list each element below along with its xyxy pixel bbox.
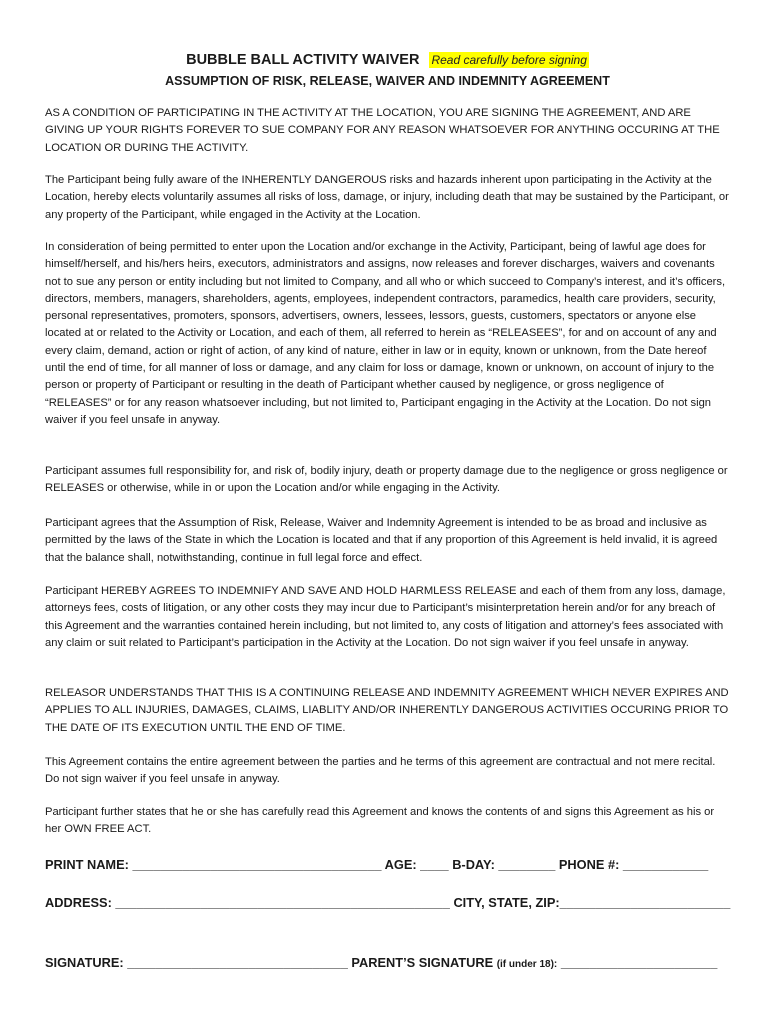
under-18-note: (if under 18): xyxy=(496,959,558,970)
page-title: BUBBLE BALL ACTIVITY WAIVER xyxy=(186,52,420,68)
signature-label: SIGNATURE: _______________________________ PARENT’S SIGNATURE xyxy=(45,955,497,970)
form-signatures[interactable] xyxy=(45,955,717,970)
form-name-age-bday-phone[interactable]: PRINT NAME: ___________________________________ AGE: ____ B-DAY: ________ PHONE #: ____________ xyxy=(45,857,709,872)
paragraph-risks: The Participant being fully aware of the INHERENTLY DANGEROUS risks and hazards inherent upon participating in the Activity at the Location, hereby elects voluntarily assumes all risks of loss, damage, or injury, including death that may be sustained by the Participant, or any property of the Participant, while engaged in the Activity at the Location. xyxy=(45,174,729,221)
paragraph-release: In consideration of being permitted to enter upon the Location and/or exchange in the Activity, Participant, being of lawful age does for himself/herself, and his/hers heirs, executors, administrators and assigns, now releases and forever discharges, waivers and covenants not to sue any person or entity including but not limited to Company, and all who or which succeed to Company’s interest, and it’s officers, directors, members, managers, shareholders, agents, employees, independent contractors, paramedics, health care providers, security, personal representatives, promoters, sponsors, advertisers, owners, lessees, lessors, guests, customers, spectators or anyone else located at or related to the Activity or Location, and each of them, all referred to herein as “RELEASEES”, for and on account of any and every claim, demand, action or right of action, of any kind of nature, either in law or in equity, known or unknown, from the Date hereof until the end of time, for all manner of loss or damage, and any claim for loss or damage, known or unknown, on account of injury to the person or property of Participant or resulting in the death of Participant whether caused by negligence, or gross negligence of “RELEASES” or for any reason whatsoever including, but not limited to, Participant engaging in the Activity at the Location. Do not sign waiver if you feel unsafe in anyway. xyxy=(45,241,726,426)
form-address-city-state-zip[interactable]: ADDRESS: _______________________________________________ CITY, STATE, ZIP:________________________ xyxy=(45,895,731,910)
paragraph-condition: AS A CONDITION OF PARTICIPATING IN THE ACTIVITY AT THE LOCATION, YOU ARE SIGNING THE AGREEMENT, AND ARE GIVING UP YOUR RIGHTS FOREVER TO SUE COMPANY FOR ANY REASON WHATSOEVER FOR ANYTHING OCCURING AT THE LOCATION OR DURING THE ACTIVITY. xyxy=(45,107,720,154)
waiver-page xyxy=(45,50,731,970)
paragraph-continuing-release: RELEASOR UNDERSTANDS THAT THIS IS A CONTINUING RELEASE AND INDEMNITY AGREEMENT WHICH NEVER EXPIRES AND APPLIES TO ALL INJURIES, DAMAGES, CLAIMS, LIABLITY AND/OR INHERENTLY DANGEROUS ACTIVITIES OCCURING PRIOR TO THE DATE OF ITS EXECUTION UNTIL THE END OF TIME. xyxy=(45,687,729,734)
page-subtitle: ASSUMPTION OF RISK, RELEASE, WAIVER AND INDEMNITY AGREEMENT xyxy=(165,74,610,88)
read-carefully-note: Read carefully before signing xyxy=(431,53,587,67)
paragraph-free-act: Participant further states that he or she has carefully read this Agreement and knows the contents of and signs this Agreement as his or her OWN FREE ACT. xyxy=(45,806,715,836)
parent-signature-line[interactable]: ______________________ xyxy=(557,955,718,970)
title-row xyxy=(45,50,730,70)
paragraph-responsibility: Participant assumes full responsibility for, and risk of, bodily injury, death or property damage due to the negligence or gross negligence or RELEASES or otherwise, while in or upon the Location and/or while engaging in the Activity. xyxy=(45,465,728,495)
paragraph-indemnify: Participant HEREBY AGREES TO INDEMNIFY AND SAVE AND HOLD HARMLESS RELEASE and each of them from any loss, damage, attorneys fees, costs of litigation, or any other costs they may incur due to Participant’s misinterpretation herein and/or for any breach of this Agreement and the warranties contained herein including, but not limited to, any costs of litigation and attorney’s fees associated with any claim or suit related to Participant’s participation in the Activity at the Location. Do not sign waiver if you feel unsafe in anyway. xyxy=(45,585,726,649)
paragraph-entire-agreement: This Agreement contains the entire agreement between the parties and he terms of this agreement are contractual and not mere recital. Do not sign waiver if you feel unsafe in anyway. xyxy=(45,756,716,786)
paragraph-scope: Participant agrees that the Assumption of Risk, Release, Waiver and Indemnity Agreement is intended to be as broad and inclusive as permitted by the laws of the State in which the Location is located and that if any proportion of this Agreement is held invalid, it is agreed that the balance shall, notwithstanding, continue in full legal force and effect. xyxy=(45,517,718,564)
